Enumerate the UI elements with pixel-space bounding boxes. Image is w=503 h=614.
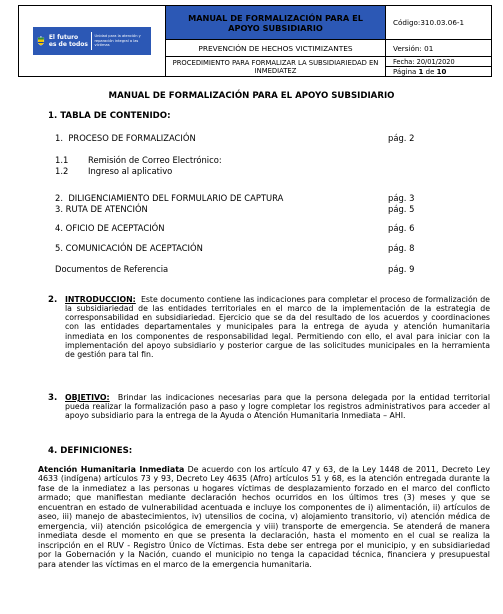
document-header-table [18,5,492,77]
toc-item-1-2: 1.2 [55,166,69,176]
objective-number: 3. [48,393,58,403]
logo-line-1: El futuro [48,34,79,41]
document-code: Código:310.03.06-1 [386,6,491,40]
logo-cell [19,6,166,76]
header-process: PREVENCIÓN DE HECHOS VICTIMIZANTES [166,40,386,57]
toc-page-5: pág. 8 [388,243,415,253]
toc-item-1-2-label: Ingreso al aplicativo [88,166,173,176]
toc-page-2: pág. 3 [388,193,415,203]
intro-number: 2. [48,295,58,305]
toc-item-5: 5. COMUNICACIÓN DE ACEPTACIÓN [55,243,203,253]
logo-line-2: es de todos [48,41,88,48]
toc-page-4: pág. 6 [388,223,415,233]
header-procedure: PROCEDIMIENTO PARA FORMALIZAR LA SUBSIDIARIEDAD EN INMEDIATEZ [166,57,386,76]
document-date: Fecha: 20/01/2020 [386,57,491,67]
toc-item-1-1: 1.1 [55,155,69,165]
logo-tagline: Unidad para la atención y reparación integral a las víctimas [94,34,141,48]
document-version: Versión: 01 [386,40,491,57]
toc-page-3: pág. 5 [388,204,415,214]
definitions-heading: 4. DEFINICIONES: [48,446,133,456]
intro-lead: INTRODUCCION: [65,295,136,304]
toc-heading: 1. TABLA DE CONTENIDO: [48,111,171,121]
objective-paragraph [65,393,490,420]
toc-item-1-1-label: Remisión de Correo Electrónico: [88,155,222,165]
header-title: MANUAL DE FORMALIZACIÓN PARA EL APOYO SUBSIDIARIO [166,6,386,40]
government-logo [33,27,151,55]
intro-text: Este documento contiene las indicaciones para completar el proceso de formalización de la subsidiariedad de las entidades territoriales en el marco de la implementación de la estrategia de corresponsabilidad en subsidiariedad. Ejercicio que se da del resultado de los acuerdos y coordinaciones con las entidades departamentales y municipales para la entrega de ayuda y atención humanitaria inmediata en los componentes de responsabilidad legal. Permitiendo con ello, el aval para iniciar con la implementación del apoyo subsidiario y posterior cargue de las solicitudes municipales en la herramienta de gestión para tal fin. [65,295,490,359]
page-number: Página 1 de 10 [393,67,447,76]
toc-item-references: Documentos de Referencia [55,264,169,274]
document-title: MANUAL DE FORMALIZACIÓN PARA EL APOYO SUBSIDIARIO [108,91,395,101]
toc-item-4: 4. OFICIO DE ACEPTACIÓN [55,223,165,233]
toc-item-1: 1. PROCESO DE FORMALIZACIÓN [55,133,196,143]
toc-page-references: pág. 9 [388,264,415,274]
toc-item-3: 3. RUTA DE ATENCIÓN [55,204,148,214]
intro-paragraph [65,295,490,359]
objective-text: Brindar las indicaciones necesarias para que la persona delegada por la entidad territorial pueda realizar la formalización paso a paso y logre completar los registros administrativos para acceder al apoyo subsidiario para la entrega de la Ayuda o Atención Humanitaria Inmediata – AHI. [65,393,490,421]
definition-term: Atención Humanitaria Inmediata [38,465,185,474]
objective-lead: OBJETIVO: [65,393,110,402]
definition-text: De acuerdo con los artículo 47 y 63, de la Ley 1448 de 2011, Decreto Ley 4633 (indígena) artículos 73 y 93, Decreto Ley 4635 (Afro) artículos 51 y 68, es la atención entregada durante la fase de la inmediatez a las personas u hogares víctimas de desplazamiento forzado en el marco del conflicto armado; que manifiestan mediante declaración hechos ocurridos en los últimos tres (3) meses y que se encuentran en estado de vulnerabilidad acentuada e incluye los componentes de i) alimentación, ii) artículos de aseo, iii) manejo de abastecimientos, iv) utensilios de cocina, v) alojamiento transitorio, vi) atención médica de emergencia, vii) atención psicológica de emergencia y viii) transporte de emergencia. Se atenderá de manera inmediata desde el momento en que se presenta la declaración, hasta el momento en el cual se realiza la inscripción en el RUV - Registro Único de Víctimas. Esta debe ser entrega por el municipio, y en subsidiariedad por la Gobernación y la Nación, cuando el municipio no tenga la capacidad técnica, financiera y presupuestal para atender las víctimas en el marco de la emergencia humanitaria. [38,465,490,569]
coat-of-arms-icon [37,31,45,51]
toc-item-2: 2. DILIGENCIAMIENTO DEL FORMULARIO DE CAPTURA [55,193,284,203]
definition-paragraph [38,465,490,569]
toc-page-1: pág. 2 [388,133,415,143]
